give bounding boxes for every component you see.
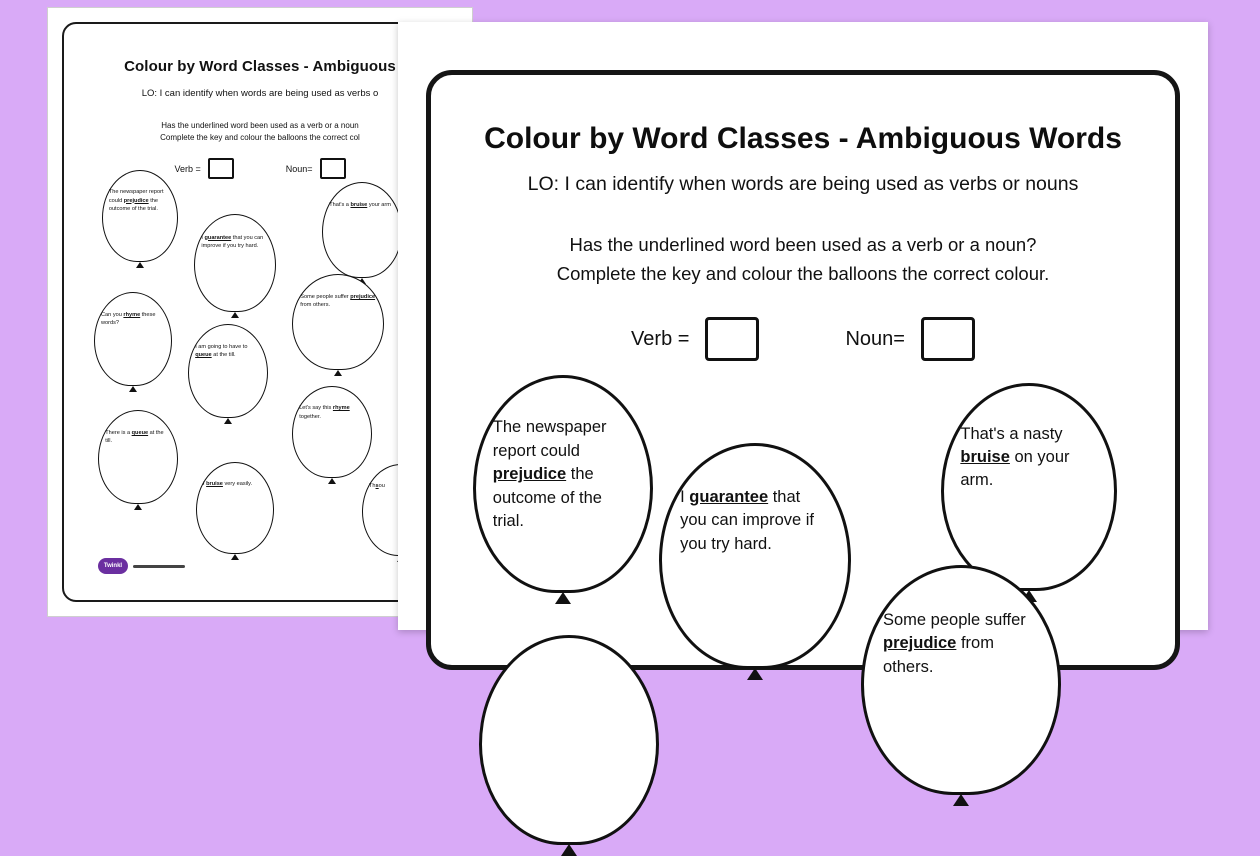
balloon-knot-icon	[555, 592, 571, 604]
foreground-worksheet-page[interactable]	[398, 22, 1208, 676]
instructions-line1: Has the underlined word been used as a verb or a noun?	[569, 234, 1037, 255]
mini-balloon-shape	[196, 462, 274, 554]
mini-balloon-shape	[322, 182, 402, 278]
mini-balloon-knot-icon	[134, 504, 142, 510]
mini-balloon-text: Thsou	[369, 483, 385, 490]
background-key-noun	[286, 158, 346, 179]
key-verb	[631, 317, 759, 361]
mini-balloon-shape	[94, 292, 172, 386]
balloon-bottom-partial[interactable]	[479, 635, 659, 845]
mini-balloon-queue-going[interactable]	[188, 324, 268, 418]
background-worksheet-title: Colour by Word Classes - Ambiguous	[124, 58, 396, 75]
background-key-verb	[174, 158, 233, 179]
balloon-knot-icon	[747, 668, 763, 680]
learning-objective: LO: I can identify when words are being used as verbs or nouns	[527, 173, 1079, 195]
background-key-noun-label: Noun=	[285, 163, 313, 174]
mini-balloon-text: I bruise very easily.	[203, 481, 253, 488]
mini-balloon-prejudice-newspaper[interactable]	[102, 170, 178, 262]
background-learning-objective: LO: I can identify when words are being used as verbs o	[141, 88, 379, 99]
mini-balloon-text: The newspaper report could prejudice the outcome of the trial.	[108, 189, 164, 212]
balloon-guarantee[interactable]	[659, 443, 851, 669]
mini-balloon-queue-till[interactable]	[98, 410, 178, 504]
mini-balloon-shape	[102, 170, 178, 262]
balloon-prejudice-suffer[interactable]	[861, 565, 1061, 795]
mini-balloon-shape	[194, 214, 276, 312]
instructions-line2: Complete the key and colour the balloons the correct colour.	[556, 263, 1050, 285]
background-logo[interactable]	[98, 558, 185, 574]
balloon-text: That's a nasty bruise on your arm.	[960, 424, 1070, 490]
balloon-text: The newspaper report could prejudice the outcome of the trial.	[492, 418, 607, 531]
key-verb-label: Verb =	[631, 327, 690, 350]
logo-divider	[133, 565, 185, 568]
mini-balloon-text: Let's say this rhyme together.	[299, 405, 350, 420]
key-noun	[845, 317, 975, 361]
balloon-shape	[479, 635, 659, 845]
mini-balloon-text: That's a bruise your arm	[329, 202, 391, 209]
balloon-text: I guarantee that you can improve if you try hard.	[680, 487, 815, 553]
mini-balloon-shape	[98, 410, 178, 504]
mini-balloon-bruise-arm[interactable]	[322, 182, 402, 278]
mini-balloon-knot-icon	[231, 312, 239, 318]
mini-balloon-rhyme-together[interactable]	[292, 386, 372, 478]
balloon-text: Some people suffer prejudice from others.	[883, 610, 1026, 676]
mini-balloon-guarantee[interactable]	[194, 214, 276, 312]
mini-balloon-rhyme-question[interactable]	[94, 292, 172, 386]
key-row	[431, 317, 1175, 361]
mini-balloon-text: I am going to have to queue at the till.	[195, 343, 248, 358]
mini-balloon-knot-icon	[328, 478, 336, 484]
worksheet-border	[426, 70, 1180, 676]
twinkl-logo-icon: Twinkl	[98, 558, 128, 574]
key-verb-colour-box[interactable]	[705, 317, 759, 361]
balloon-knot-icon	[953, 794, 969, 806]
mini-balloon-shape	[188, 324, 268, 418]
background-key-verb-box[interactable]	[208, 158, 234, 179]
key-noun-label: Noun=	[845, 327, 905, 350]
balloon-knot-icon	[561, 844, 577, 856]
balloon-shape	[861, 565, 1061, 795]
mini-balloon-text: Some people suffer prejudice from others.	[300, 294, 376, 309]
instructions	[431, 230, 1175, 288]
background-key-verb-label: Verb =	[174, 163, 201, 174]
mini-balloon-prejudice-suffer[interactable]	[292, 274, 384, 370]
key-noun-colour-box[interactable]	[921, 317, 975, 361]
mini-balloon-knot-icon	[129, 386, 137, 392]
mini-balloon-text: I guarantee that you can improve if you try hard.	[201, 234, 264, 249]
balloon-bruise-arm[interactable]	[941, 383, 1117, 591]
mini-balloon-knot-icon	[334, 370, 342, 376]
mini-balloon-knot-icon	[231, 554, 239, 560]
mini-balloon-shape	[292, 386, 372, 478]
background-instructions-line2: Complete the key and colour the balloons the correct col	[160, 133, 360, 142]
mini-balloon-text: There is a queue at the till.	[105, 429, 164, 444]
mini-balloon-text: Can you rhyme these words?	[101, 311, 156, 326]
background-key-noun-box[interactable]	[320, 158, 346, 179]
balloon-prejudice-newspaper[interactable]	[473, 375, 653, 593]
mini-balloon-bruise-easily[interactable]	[196, 462, 274, 554]
background-instructions-line1: Has the underlined word been used as a verb or a noun	[161, 121, 359, 130]
mini-balloon-knot-icon	[136, 262, 144, 268]
page-title: Colour by Word Classes - Ambiguous Words	[484, 122, 1122, 155]
mini-balloon-shape	[292, 274, 384, 370]
mini-balloon-knot-icon	[224, 418, 232, 424]
